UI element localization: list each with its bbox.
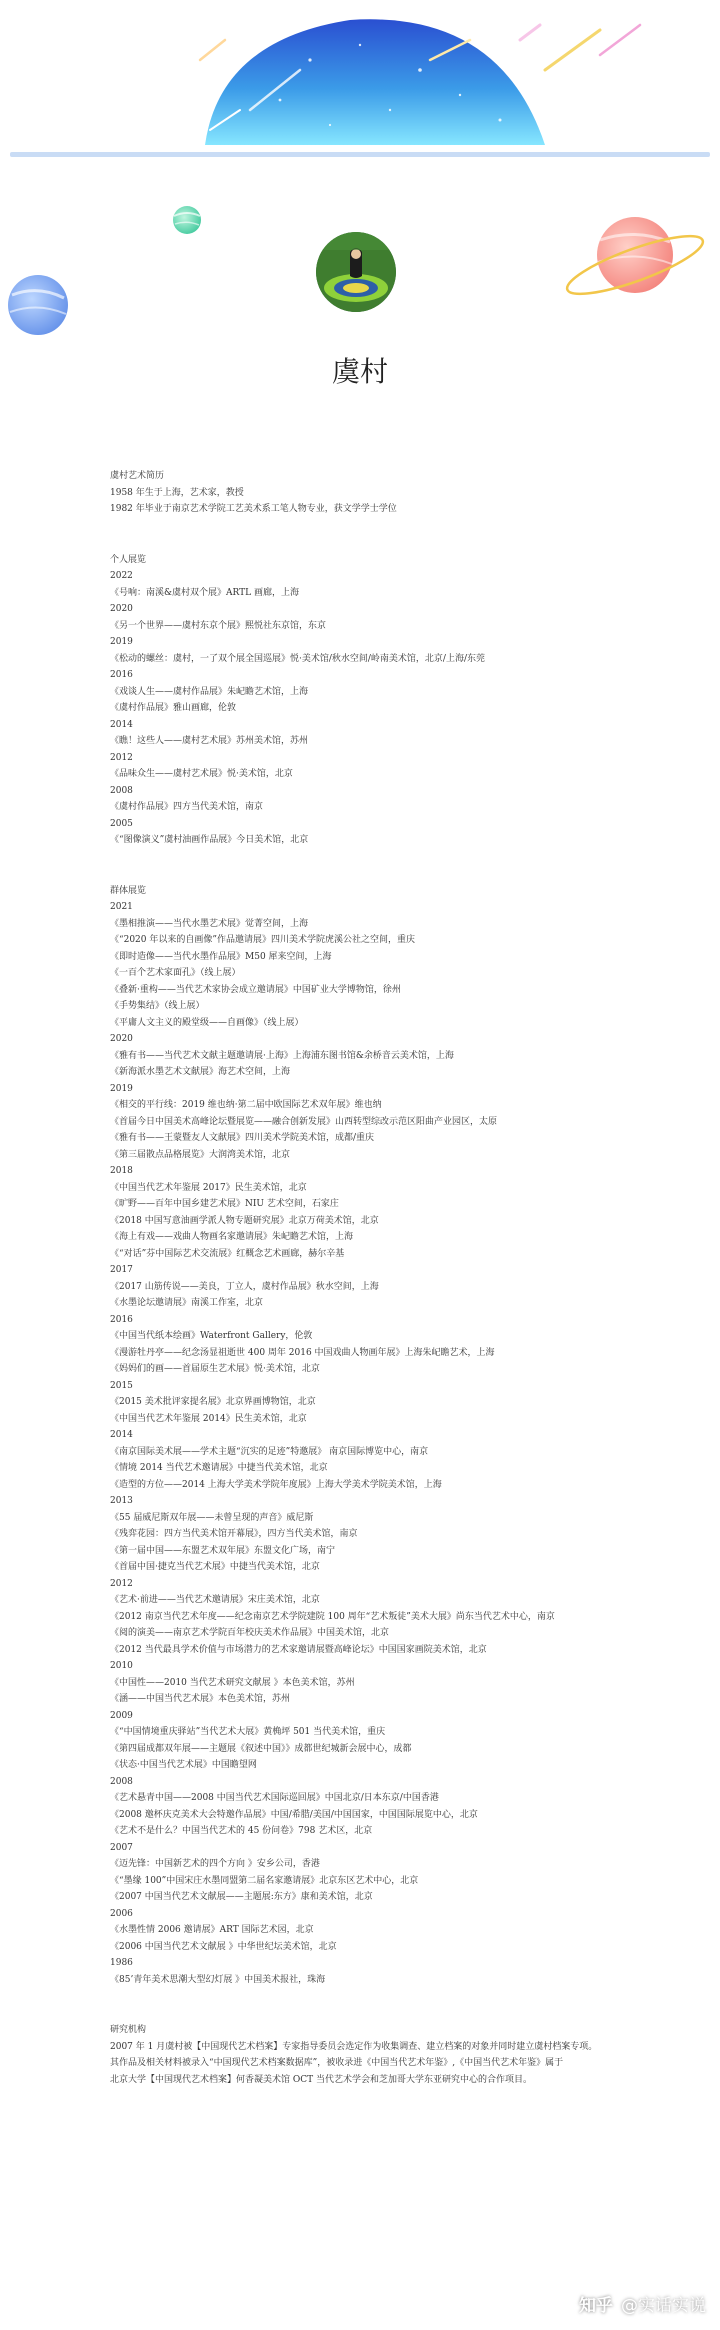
list-item: 《状态·中国当代艺术展》中国瞻望网 <box>110 1760 257 1770</box>
list-item: 2006 <box>110 1908 133 1919</box>
list-item: 《情境 2014 当代艺术邀请展》中捷当代美术馆，北京 <box>110 1463 328 1473</box>
list-item: 《手势集结》（线上展） <box>110 1001 205 1011</box>
dome-shape <box>205 19 545 145</box>
list-item: 2012 <box>110 752 133 763</box>
list-item: 《另一个世界——虞村东京个展》熙悦社东京馆，东京 <box>110 620 327 631</box>
list-item: 《海上有戏——戏曲人物画名家邀请展》朱屺瞻艺术馆，上海 <box>110 1232 354 1242</box>
list-item: 《瞧！这些人——虞村艺术展》苏州美术馆，苏州 <box>110 736 309 746</box>
list-item: 《中国当代纸本绘画》Waterfront Gallery，伦敦 <box>110 1331 313 1341</box>
list-item: 1958 年生于上海，艺术家，教授 <box>110 487 244 498</box>
list-item: 《首届今日中国美术高峰论坛暨展览——融合创新发展》山西转型综改示范区阳曲产业园区，太原 <box>110 1116 498 1127</box>
list-item: 2013 <box>110 1496 133 1506</box>
list-item: 《迈先锋：中国新艺术的四个方向 》安乡公司，香港 <box>110 1859 320 1869</box>
section-title: 个人展览 <box>110 554 147 565</box>
list-item: 《号响：南溪&虞村双个展》ARTL 画廊，上海 <box>110 587 299 598</box>
list-item: 《妈妈们的画——首届原生艺术展》悦·美术馆，北京 <box>110 1364 320 1374</box>
list-item: 《第一届中国——东盟艺术双年展》东盟文化广场，南宁 <box>110 1545 336 1556</box>
watermark-author: @实话实说 <box>621 2296 706 2316</box>
list-item: 2012 <box>110 1578 133 1589</box>
watermark <box>579 2291 706 2316</box>
group-exhibitions-section <box>110 883 710 1989</box>
list-item: 2010 <box>110 1661 133 1671</box>
list-item: 《品味众生——虞村艺术展》悦·美术馆，北京 <box>110 769 293 779</box>
list-item: 《相交的平行线：2019 维也纳·第二届中欧国际艺术双年展》维也纳 <box>110 1100 382 1110</box>
section-title: 研究机构 <box>110 2025 147 2035</box>
list-item: 《涵——中国当代艺术展》本色美术馆，苏州 <box>110 1694 291 1704</box>
list-item: 《“对话”芬中国际艺术交流展》红概念艺术画廊，赫尔辛基 <box>110 1248 345 1259</box>
research-section <box>110 2022 710 2088</box>
list-item: 《“图像演义”虞村油画作品展》今日美术馆，北京 <box>110 835 309 845</box>
list-item: 《旷野——百年中国乡建艺术展》NIU 艺术空间，石家庄 <box>110 1199 339 1209</box>
list-item: 2008 <box>110 1776 133 1787</box>
list-item: 2016 <box>110 670 133 680</box>
list-item: 《第四届成都双年展——主题展《叙述中国》》成都世纪城新会展中心，成都 <box>110 1743 412 1754</box>
list-item: 《2015 美术批评家提名展》北京界画博物馆，北京 <box>110 1397 316 1407</box>
list-item: 2014 <box>110 719 133 730</box>
section-title: 群体展览 <box>110 885 147 896</box>
list-item: 2009 <box>110 1710 133 1721</box>
research-lines <box>110 2039 710 2089</box>
list-item: 《南京国际美术展——学术主题“沉实的足迹”特邀展》 南京国际博览中心，南京 <box>110 1446 429 1457</box>
list-item: 《残弈花园：四方当代美术馆开幕展》，四方当代美术馆，南京 <box>110 1529 358 1539</box>
list-item: 《戏谈人生——虞村作品展》朱屺瞻艺术馆，上海 <box>110 686 309 697</box>
list-item: 北京大学【中国现代艺术档案】何香凝美术馆 OCT 当代艺术学会和芝加哥大学东亚研究中心的合作项目。 <box>110 2074 532 2085</box>
bio-section <box>110 468 710 518</box>
list-item: 2005 <box>110 818 133 829</box>
list-item: 2018 <box>110 1166 133 1176</box>
list-item: 《2006 中国当代艺术文献展 》中华世纪坛美术馆，北京 <box>110 1941 337 1952</box>
list-item: 《水墨论坛邀请展》南溪工作室，北京 <box>110 1298 264 1308</box>
bio-lines <box>110 485 710 518</box>
list-item: 《“中国情境重庆驿站”当代艺术大展》黄桷坪 501 当代美术馆，重庆 <box>110 1727 386 1737</box>
list-item: 《新海派水墨艺术文献展》海艺术空间，上海 <box>110 1067 291 1077</box>
list-item: 2019 <box>110 637 133 647</box>
list-item: 《平庸人文主义的殿堂级——自画像》（线上展） <box>110 1017 304 1028</box>
list-item: 《即时造像——当代水墨作品展》M50 犀来空间，上海 <box>110 951 332 962</box>
list-item: 2016 <box>110 1314 133 1325</box>
list-item: 2007 <box>110 1842 133 1853</box>
section-title: 虞村艺术简历 <box>110 471 165 481</box>
list-item: 《造型的方位——2014 上海大学美术学院年度展》上海大学美术学院美术馆，上海 <box>110 1479 442 1490</box>
list-item: 2022 <box>110 571 133 581</box>
artist-avatar <box>316 232 396 312</box>
list-item: 2020 <box>110 1034 133 1044</box>
list-item: 《雅有书——王蒙暨友人文献展》四川美术学院美术馆，成都/重庆 <box>110 1133 375 1143</box>
list-item: 《中国当代艺术年鉴展 2017》民生美术馆，北京 <box>110 1182 307 1193</box>
list-item: 《“2020 年以来的自画像”作品邀请展》四川美术学院虎溪公社之空间，重庆 <box>110 935 415 945</box>
list-item: 《2012 南京当代艺术年度——纪念南京艺术学院建院 100 周年“艺术叛徒”美术大展》尚东当代艺术中心，南京 <box>110 1611 555 1622</box>
list-item: 2020 <box>110 604 133 614</box>
list-item: 其作品及相关材料被录入“中国现代艺术档案数据库”，被收录进《中国当代艺术年鉴》,《中国当代艺术年鉴》属于 <box>110 2058 564 2068</box>
header-divider <box>10 152 710 157</box>
list-item: 《虞村作品展》四方当代美术馆，南京 <box>110 802 264 812</box>
list-item: 2017 <box>110 1265 133 1275</box>
solo-exhibitions-section <box>110 552 710 849</box>
list-item: 《“墨缘 100”中国宋庄水墨同盟第二届名家邀请展》北京东区艺术中心，北京 <box>110 1875 419 1886</box>
resume-content <box>110 468 710 2088</box>
list-item: 《艺术·前进——当代艺术邀请展》宋庄美术馆，北京 <box>110 1595 320 1605</box>
list-item: 《阅的演美——南京艺术学院百年校庆美术作品展》中国美术馆，北京 <box>110 1628 390 1638</box>
list-item: 《墨相推演——当代水墨艺术展》觉菁空间，上海 <box>110 918 309 929</box>
list-item: 《中国当代艺术年鉴展 2014》民生美术馆，北京 <box>110 1413 307 1424</box>
list-item: 《艺术不是什么？中国当代艺术的 45 份问卷》798 艺术区，北京 <box>110 1826 373 1836</box>
list-item: 《虞村作品展》雅山画廊，伦敦 <box>110 703 237 713</box>
group-exhibition-lines <box>110 899 710 1988</box>
list-item: 《中国性——2010 当代艺术研究文献展 》本色美术馆，苏州 <box>110 1677 355 1688</box>
list-item: 《漫游牡丹亭——纪念汤显祖逝世 400 周年 2016 中国戏曲人物画年展》上海朱屺瞻艺术，上海 <box>110 1347 495 1358</box>
list-item: 《首届中国·捷克当代艺术展》中捷当代美术馆，北京 <box>110 1562 320 1572</box>
list-item: 2015 <box>110 1380 133 1391</box>
blue-planet <box>8 275 68 335</box>
list-item: 1986 <box>110 1958 133 1968</box>
list-item: 《2007 中国当代艺术文献展——主题展:东方》康和美术馆，北京 <box>110 1892 373 1902</box>
list-item: 《2018 中国写意油画学派人物专题研究展》北京万荷美术馆，北京 <box>110 1215 379 1226</box>
list-item: 2019 <box>110 1083 133 1094</box>
list-item: 《85’青年美术思潮大型幻灯展 》中国美术报社，珠海 <box>110 1974 326 1985</box>
list-item: 《2008 邀杯庆克美术大会特邀作品展》中国/希腊/美国/中国国家，中国国际展览中心，北京 <box>110 1809 478 1820</box>
list-item: 《一百个艺术家面孔》（线上展） <box>110 968 241 978</box>
list-item: 《艺术悬青中国——2008 中国当代艺术国际巡回展》中国北京/日本东京/中国香港 <box>110 1793 439 1803</box>
list-item: 《松动的螺丝：虞村，一了双个展全国巡展》悦·美术馆/秋水空间/岭南美术馆，北京/上海/东莞 <box>110 653 485 664</box>
list-item: 2007 年 1 月虞村被【中国现代艺术档案】专家指导委员会选定作为收集调查、建立档案的对象并同时建立虞村档案专项。 <box>110 2041 598 2052</box>
zhihu-logo: 知乎 <box>579 2296 613 2316</box>
solo-exhibition-lines <box>110 568 710 849</box>
artist-name: 虞村 <box>331 355 388 388</box>
list-item: 《55 届威尼斯双年展——未曾呈现的声音》威尼斯 <box>110 1512 314 1523</box>
list-item: 《第三届散点品格展览》大润湾美术馆，北京 <box>110 1149 291 1160</box>
list-item: 2021 <box>110 902 133 912</box>
list-item: 2014 <box>110 1430 133 1440</box>
list-item: 2008 <box>110 785 133 796</box>
list-item: 《2017 山筋传说——美良，丁立人，虞村作品展》秋水空间，上海 <box>110 1281 379 1292</box>
list-item: 《2012 当代最具学术价值与市场潜力的艺术家邀请展暨高峰论坛》中国国家画院美术馆，北京 <box>110 1644 487 1655</box>
list-item: 《水墨性情 2006 邀请展》ART 国际艺术园，北京 <box>110 1925 314 1935</box>
list-item: 《叠新·重构——当代艺术家协会成立邀请展》中国矿业大学博物馆，徐州 <box>110 984 401 995</box>
green-planet <box>173 206 201 234</box>
list-item: 1982 年毕业于南京艺术学院工艺美术系工笔人物专业，获文学学士学位 <box>110 504 397 514</box>
list-item: 《雅有书——当代艺术文献主题邀请展·上海》上海浦东图书馆&余桥音云美术馆，上海 <box>110 1050 454 1061</box>
